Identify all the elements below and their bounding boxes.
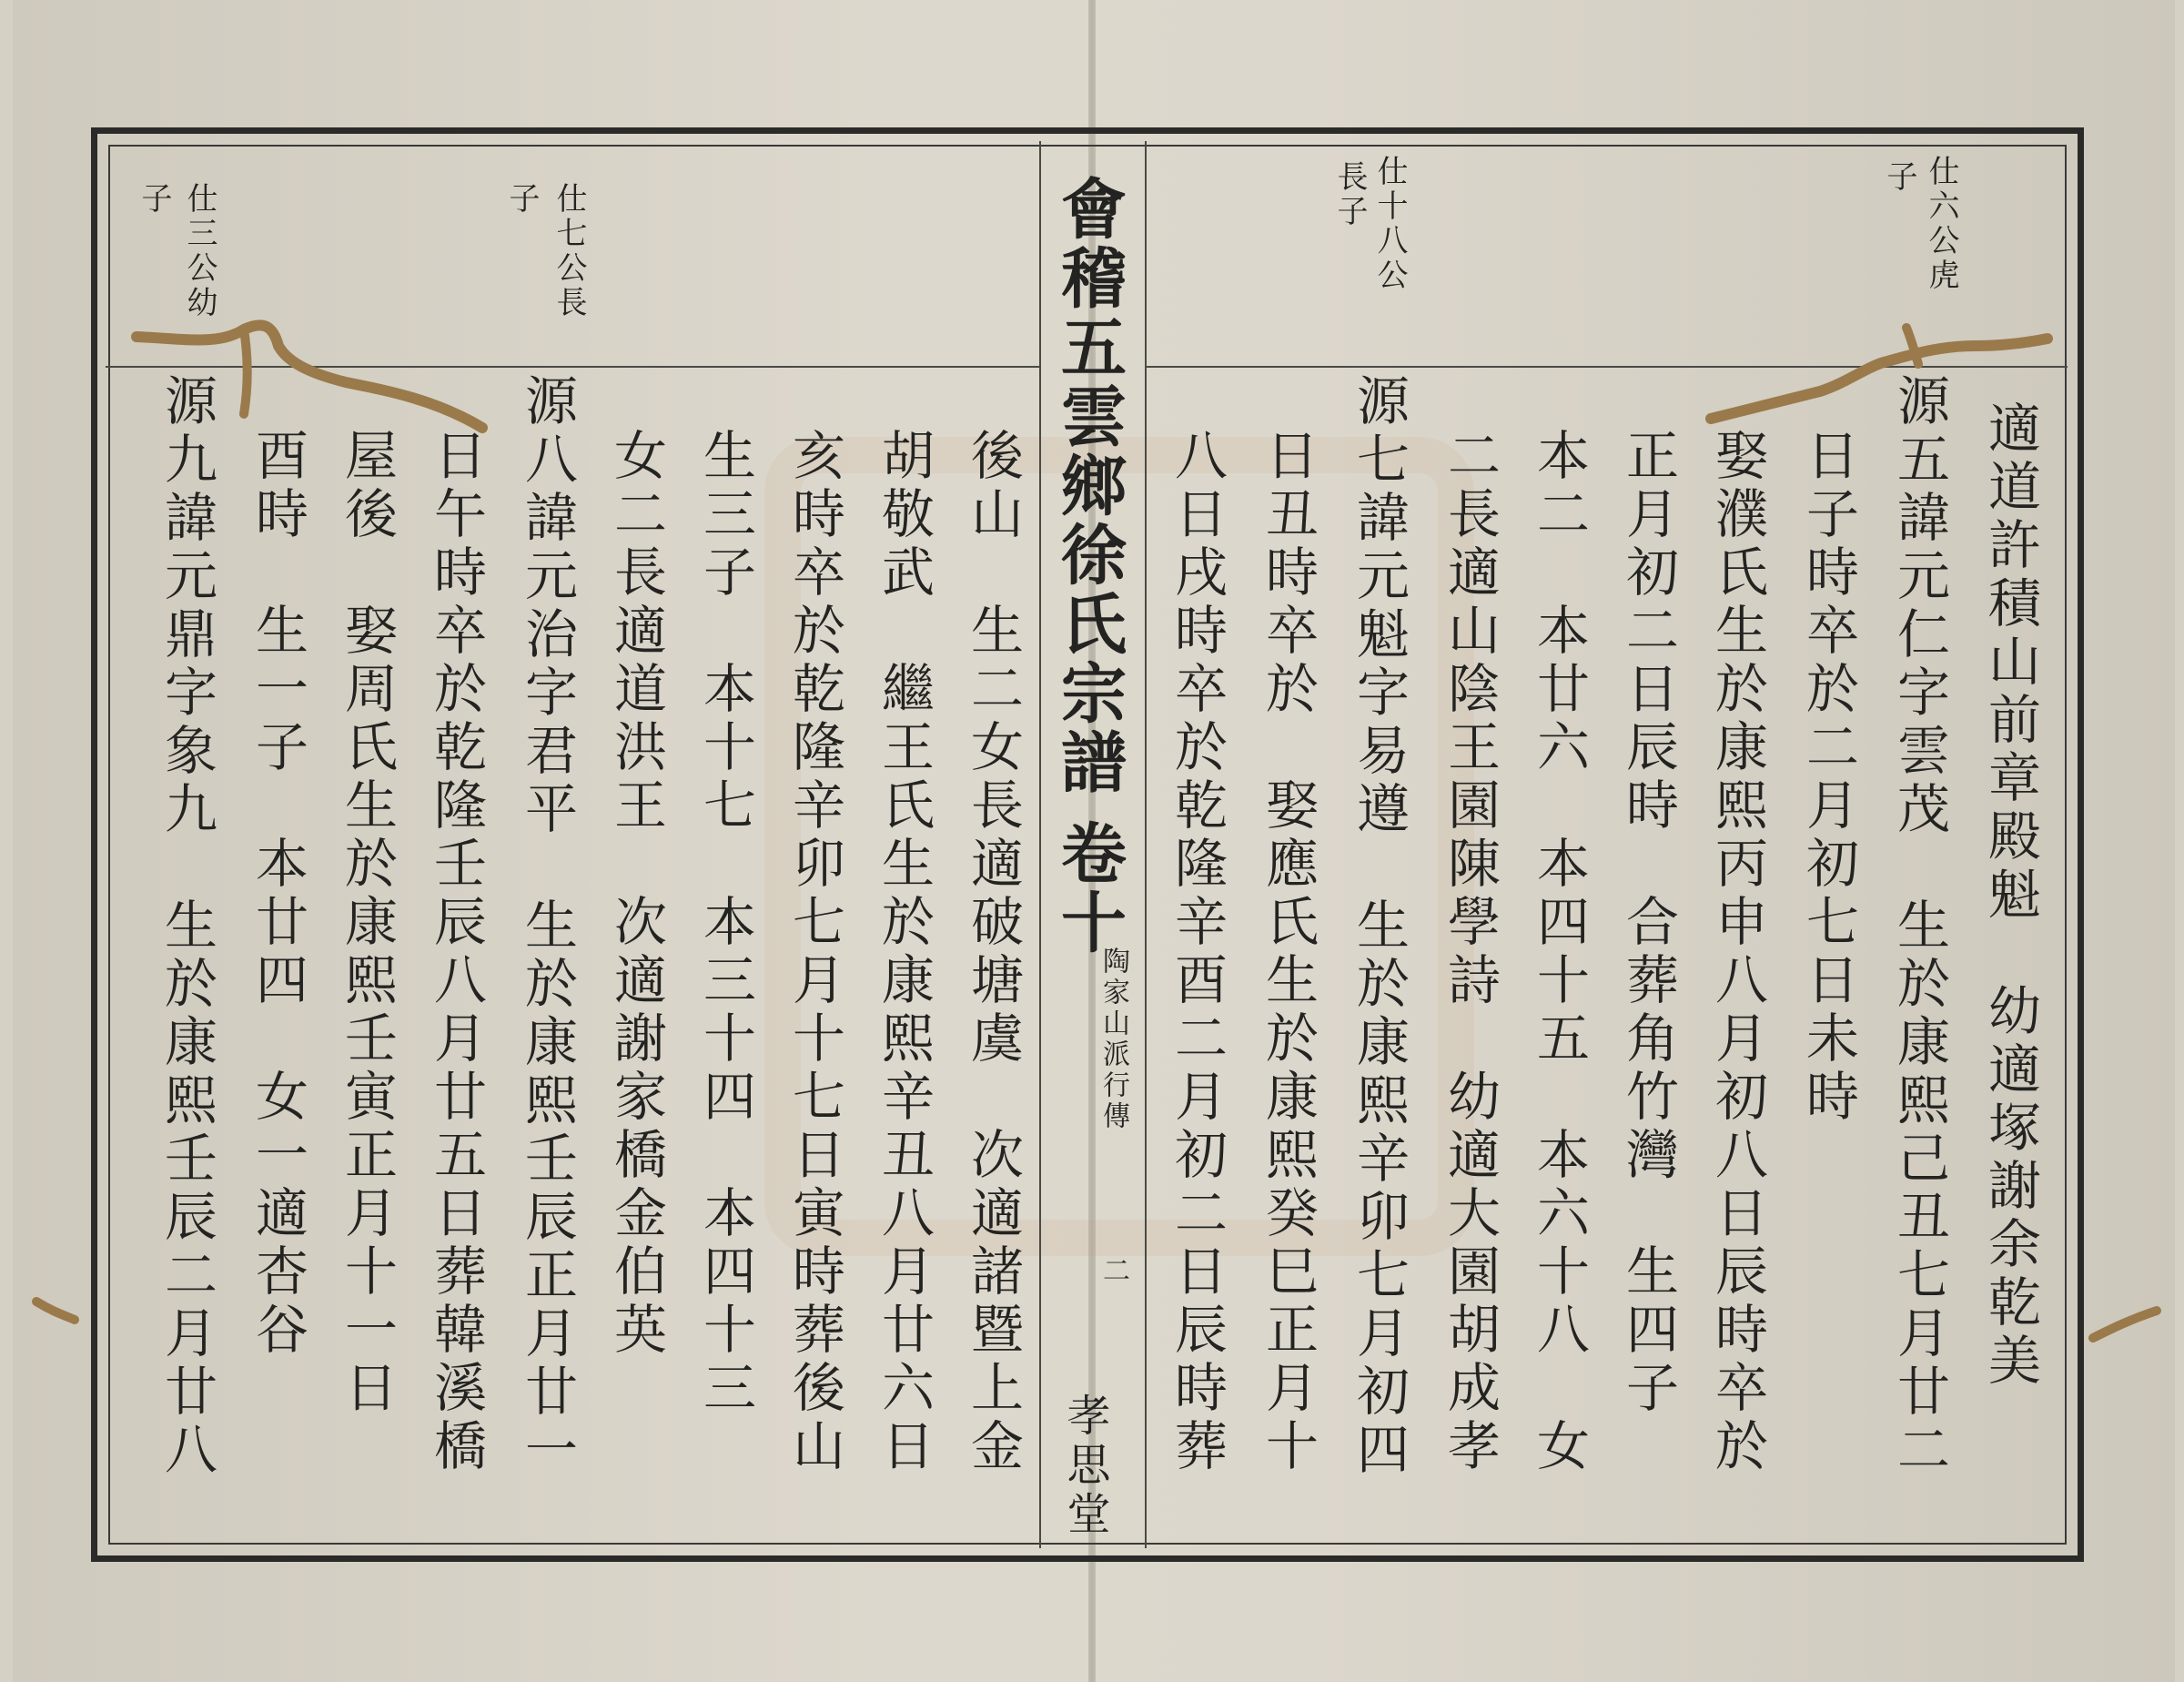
right-col-8-header-tail: 長子 [1331,160,1368,229]
right-col-7: 二長適山陰王園陳學詩 幼適大園胡成孝 [1439,428,1501,1476]
left-col-6: 源八諱元治字君平 生於康熙壬辰正月廿一 [516,373,578,1480]
branch-subtitle: 陶家山派行傳 [1097,947,1129,1132]
left-col-5: 女二長適道洪王 次適謝家橋金伯英 [605,428,667,1360]
volume-label: 卷十 [1050,819,1127,958]
left-col-6-header: 仕七公長 [551,182,587,320]
left-col-10: 源九諱元鼎字象九 生於康熙壬辰二月廿八 [156,373,217,1480]
left-col-10-header: 仕三公幼 [181,182,217,320]
right-col-1: 適道許積山前章殿魁 幼適塚謝余乾美 [1979,400,2041,1391]
left-col-3: 亥時卒於乾隆辛卯七月十七日寅時葬後山 [784,428,845,1476]
right-col-6: 本二 本廿六 本四十五 本六十八 女 [1528,428,1590,1476]
genealogy-title: 會稽五雲鄉徐氏宗譜 [1050,175,1127,797]
hall-name: 孝思堂 [1059,1393,1110,1540]
right-col-8: 源七諱元魁字易遵 生於康熙辛卯七月初四 [1348,373,1410,1480]
left-col-7: 日午時卒於乾隆壬辰八月廿五日葬韓溪橋 [425,428,487,1476]
left-col-2: 胡敬武 繼王氏生於康熙辛丑八月廿六日 [873,428,935,1476]
right-col-2: 源五諱元仁字雲茂 生於康熙己丑七月廿二 [1888,373,1950,1480]
left-col-1: 後山 生二女長適破塘虞 次適諸暨上金 [962,428,1024,1476]
right-col-9: 日丑時卒於 娶應氏生於康熙癸巳正月十 [1257,428,1319,1476]
left-col-6-header-tail: 子 [503,182,540,217]
left-col-4: 生三子 本十七 本三十四 本四十三 [694,428,756,1418]
page-number: 二 [1097,1256,1129,1287]
right-col-8-header: 仕十八公 [1371,155,1408,293]
right-col-5: 正月初二日辰時 合葬角竹灣 生四子 [1617,428,1679,1418]
left-col-8: 屋後 娶周氏生於康熙壬寅正月十一日 [336,428,398,1418]
right-col-2-header-tail: 子 [1881,160,1917,195]
left-col-9: 酉時 生一子 本廿四 女一適杏谷 [247,428,308,1360]
right-col-3: 日子時卒於二月初七日未時 [1797,428,1859,1127]
left-col-10-header-tail: 子 [136,182,172,217]
right-col-4: 娶濮氏生於康熙丙申八月初八日辰時卒於 [1706,428,1768,1476]
right-col-10: 八日戌時卒於乾隆辛酉二月初二日辰時葬 [1166,428,1228,1476]
right-col-2-header: 仕六公虎 [1923,155,1959,293]
